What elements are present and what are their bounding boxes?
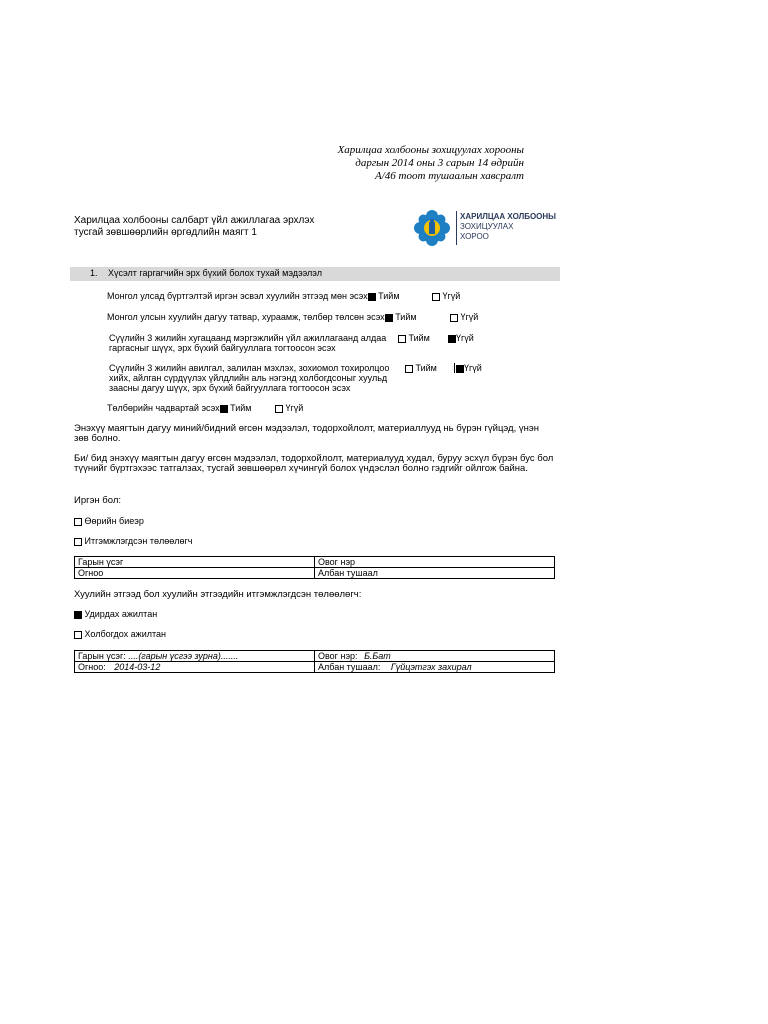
citizen-date-cell[interactable]: Огноо xyxy=(75,568,315,579)
question-3-text-1: Сүүлийн 3 жилийн хугацаанд мэргэжлийн үйл ажиллагаанд алдаа xyxy=(109,333,387,343)
citizen-self-checkbox[interactable] xyxy=(74,518,82,526)
logo-line-2: ЗОХИЦУУЛАХ xyxy=(460,222,514,231)
q4-yes-checkbox[interactable] xyxy=(405,365,413,373)
table-row xyxy=(75,662,555,673)
approval-note xyxy=(318,144,524,183)
q1-yes-checkbox[interactable] xyxy=(368,293,376,301)
q5-no-checkbox[interactable] xyxy=(275,405,283,413)
question-1 xyxy=(107,291,400,301)
question-4-text-2: хийх, айлган сүрдүүлэх үйлдлийн аль нэгэнд холбогдсоныг хуульд xyxy=(109,373,388,383)
citizen-representative-label: Итгэмжлэгдсэн төлөөлөгч xyxy=(84,536,193,546)
table-row xyxy=(75,651,555,662)
section-title: Хүсэлт гаргагчийн эрх бүхий болох тухай мэдээлэл xyxy=(108,268,322,278)
q5-yes-checkbox[interactable] xyxy=(220,405,228,413)
legal-relevant-label: Холбогдох ажилтан xyxy=(84,629,166,639)
citizen-signature-table xyxy=(74,556,555,579)
q4-yes-label: Тийм xyxy=(415,363,437,373)
legal-date-label: Огноо: xyxy=(78,662,106,672)
legal-heading: Хуулийн этгээд бол хуулийн этгээдийн итгэмжлэгдсэн төлөөлөгч: xyxy=(74,589,362,600)
approval-line-1: Харилцаа холбооны зохицуулах хорооны xyxy=(337,144,524,156)
q5-no-label: Үгүй xyxy=(285,403,304,413)
q2-yes-label: Тийм xyxy=(395,312,417,322)
q3-yes-label: Тийм xyxy=(408,333,430,343)
legal-name-value: Б.Бат xyxy=(364,651,391,661)
q3-yes-checkbox[interactable] xyxy=(398,335,406,343)
citizen-option-self xyxy=(74,516,144,526)
q2-no-option xyxy=(450,312,478,322)
legal-executive-checkbox[interactable] xyxy=(74,611,82,619)
legal-name-cell[interactable] xyxy=(315,651,555,662)
declaration-paragraph-1: Энэхүү маягтын дагуу миний/бидний өгсөн мэдээлэл, тодорхойлолт, материаллууд нь бүрэн гүйцэд, үнэн зөв болно. xyxy=(74,423,539,444)
logo-line-1: ХАРИЛЦАА ХОЛБООНЫ xyxy=(460,212,557,221)
legal-name-label: Овог нэр: xyxy=(318,651,358,661)
q5-yes-label: Тийм xyxy=(230,403,252,413)
legal-date-cell[interactable] xyxy=(75,662,315,673)
crc-logo xyxy=(412,208,562,248)
question-4-text-1: Сүүлийн 3 жилийн авилгал, залилан мэхлэх, зохиомол тохиролцоо xyxy=(109,363,390,373)
citizen-position-cell[interactable]: Албан тушаал xyxy=(315,568,555,579)
logo-line-3: ХОРОО xyxy=(460,232,489,241)
logo-text xyxy=(460,212,556,242)
citizen-option-representative xyxy=(74,536,192,546)
q2-no-checkbox[interactable] xyxy=(450,314,458,322)
question-4-text-3: заасны дагуу шүүх, эрх бүхий байгууллага тогтоосон эсэх xyxy=(109,383,351,393)
q1-no-label: Үгүй xyxy=(442,291,461,301)
q4-no-label: Үгүй xyxy=(464,363,482,373)
declaration-paragraph-2: Би/ бид энэхүү маягтын дагуу өгсөн мэдээлэл, тодорхойлолт, материалууд худал, буруу эсхүл бүрэн бус бол түүнийг бүртгэхээс татгалзах, тусгай зөвшөөрөл хүчингүй болох үндэслэл болно гэдгийг ойлгож байна. xyxy=(74,453,554,474)
legal-date-value: 2014-03-12 xyxy=(114,662,161,672)
question-3-text-2: гаргасныг шүүх, эрх бүхий байгууллага тогтоосон эсэх xyxy=(109,343,336,353)
q3-yes-option xyxy=(398,333,430,343)
q2-no-label: Үгүй xyxy=(460,312,479,322)
citizen-self-label: Өөрийн биеэр xyxy=(84,516,144,526)
emblem-icon xyxy=(412,208,452,248)
question-4 xyxy=(109,363,389,393)
q4-yes-option xyxy=(405,363,437,373)
legal-relevant-checkbox[interactable] xyxy=(74,631,82,639)
legal-signature-cell[interactable] xyxy=(75,651,315,662)
legal-position-value: Гүйцэтгэх захирал xyxy=(390,662,472,672)
legal-option-relevant xyxy=(74,629,166,639)
question-2-text: Монгол улсын хуулийн дагуу татвар, хураамж, төлбөр төлсөн эсэх xyxy=(107,312,385,322)
legal-signature-value: ....(гарын үсгээ зурна)....... xyxy=(128,651,239,661)
question-2 xyxy=(107,312,417,322)
q5-no-option xyxy=(275,403,303,413)
table-row xyxy=(75,568,555,579)
citizen-name-cell[interactable]: Овог нэр xyxy=(315,557,555,568)
legal-option-executive xyxy=(74,609,157,619)
q4-no-option xyxy=(454,363,482,373)
q2-yes-checkbox[interactable] xyxy=(385,314,393,322)
question-1-text: Монгол улсад бүртгэлтэй иргэн эсвэл хуулийн этгээд мөн эсэх xyxy=(107,291,368,301)
legal-position-label: Албан тушаал: xyxy=(318,662,381,672)
q3-no-checkbox[interactable] xyxy=(448,335,456,343)
form-title-line-2: тусгай зөвшөөрлийн өргөдлийн маягт 1 xyxy=(74,227,257,238)
legal-position-cell[interactable] xyxy=(315,662,555,673)
question-5 xyxy=(107,403,252,413)
section-1-header xyxy=(70,267,560,281)
citizen-representative-checkbox[interactable] xyxy=(74,538,82,546)
form-title-line-1: Харилцаа холбооны салбарт үйл ажиллагаа эрхлэх xyxy=(74,215,315,226)
citizen-signature-cell[interactable]: Гарын үсэг xyxy=(75,557,315,568)
q1-no-option xyxy=(432,291,460,301)
q3-no-label: Үгүй xyxy=(456,333,474,343)
approval-line-2: даргын 2014 оны 3 сарын 14 өдрийн xyxy=(355,157,524,169)
q3-no-option xyxy=(448,333,474,343)
question-3 xyxy=(109,333,386,353)
q1-no-checkbox[interactable] xyxy=(432,293,440,301)
form-title xyxy=(74,215,314,239)
logo-divider xyxy=(456,211,458,245)
q1-yes-label: Тийм xyxy=(378,291,400,301)
question-5-text: Төлбөрийн чадвартай эсэх xyxy=(107,403,220,413)
legal-signature-label: Гарын үсэг: xyxy=(78,651,126,661)
table-row xyxy=(75,557,555,568)
legal-signature-table xyxy=(74,650,555,673)
approval-line-3: А/46 тоот тушаалын хавсралт xyxy=(375,170,524,182)
q4-no-checkbox[interactable] xyxy=(456,365,464,373)
legal-executive-label: Удирдах ажилтан xyxy=(84,609,158,619)
section-number: 1. xyxy=(90,268,98,278)
citizen-heading: Иргэн бол: xyxy=(74,495,122,506)
